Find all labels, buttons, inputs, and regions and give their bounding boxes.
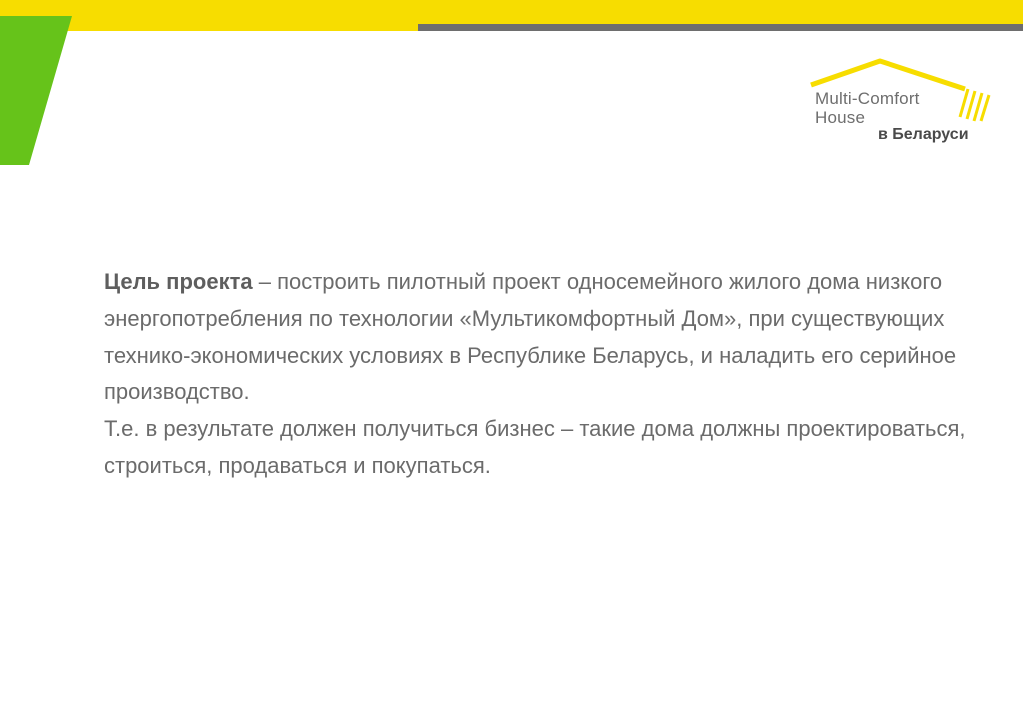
multi-comfort-house-logo: [805, 55, 995, 150]
top-yellow-bar: [0, 0, 1023, 24]
business-paragraph: Т.е. в результате должен получиться бизнес – такие дома должны проектироваться, строиться, продаваться и покупаться.: [104, 416, 966, 478]
green-decorative-shape: [0, 0, 72, 165]
project-goal-paragraph: [104, 264, 984, 411]
top-gray-stripe: [418, 24, 1023, 31]
main-text: [104, 264, 984, 485]
logo-text-multi-comfort: Multi-Comfort: [815, 89, 920, 108]
project-goal-heading: Цель проекта: [104, 269, 253, 294]
logo-text-belarus: в Беларуси: [878, 126, 969, 143]
project-goal-text: – построить пилотный проект односемейного жилого дома низкого энергопотребления по технологии «Мультикомфортный Дом», при существующих технико-экономических условиях в Республике Беларусь, и наладить его серийное производство.: [104, 269, 957, 405]
logo-text-house: House: [815, 108, 866, 127]
